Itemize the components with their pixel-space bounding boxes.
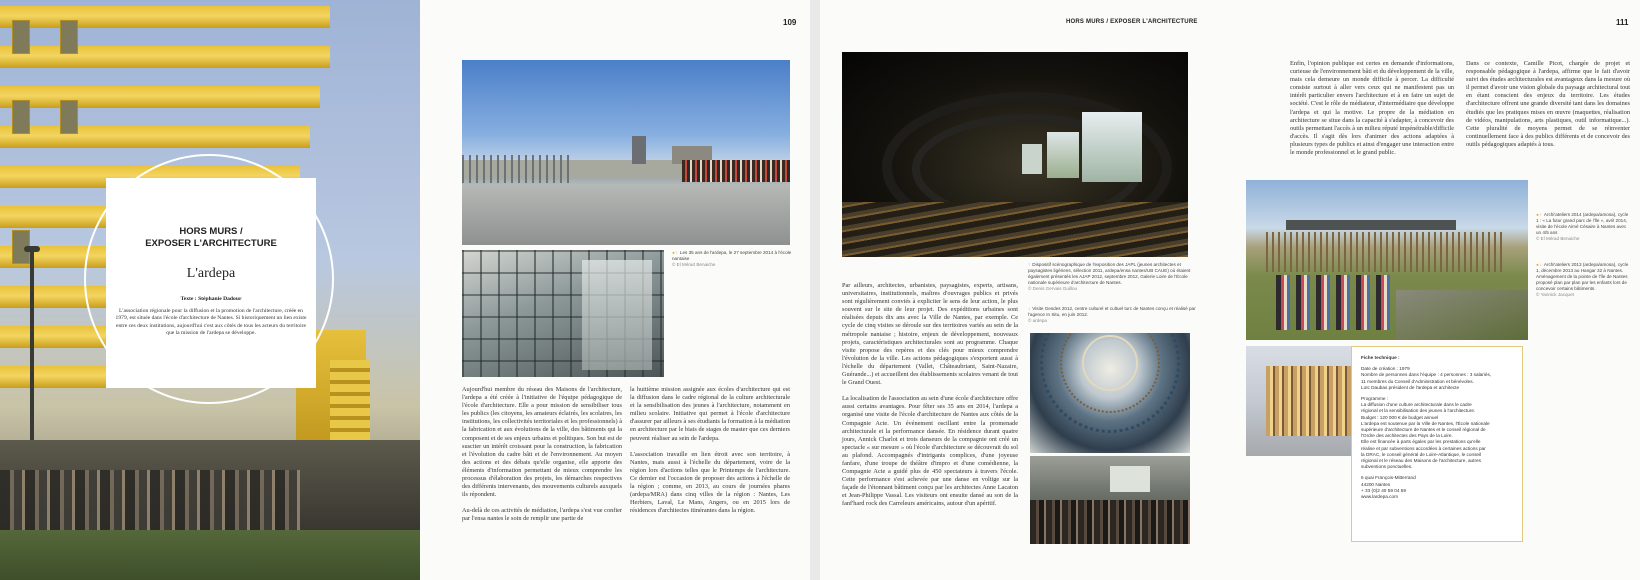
paragraph: Au-delà de ces activités de médiation, l'ardepa s'est vue confier par l'ensa nantes le soin de remplir une partie de: [462, 507, 622, 523]
paragraph: Par ailleurs, architectes, urbanistes, paysagistes, experts, artisans, universitaires, institutionnels, maîtres d'ouvrages publics et privés sont régulièrement conviés à expliciter le sens de leur action, le plus souvent sur le site de leur projet. Des expéditions urbaines sont réalisées depuis dix ans avec la Ville de Nantes, par exemple. Ce cycle de cinq visites se déroule sur des territoires variés au sein de la métropole nantaise ; histoire, enjeux de développement, nouveaux projets, caractéristiques architecturales sont au programme. Chaque visite propose des repères et des clés pour mieux comprendre l'évolution de la ville. Les actions pédagogiques s'exportent aussi à l'échelle du département (Vallet, Châteaubriant, Saint-Nazaire, Guérande...) et accueillent des établissements scolaires venant de tout le Grand Ouest.: [842, 282, 1018, 387]
caption-arrow-icon: ↓: [1028, 306, 1031, 311]
fiche-line: l'Ordre des architectes des Pays de la Loire.: [1361, 433, 1453, 439]
fiche-line: la DRAC, le conseil général de Loire-Atlantique, le conseil: [1361, 451, 1482, 457]
fiche-line: régional et la sensibilisation des jeunes à l'architecture.: [1361, 408, 1476, 414]
photo-school-atrium: [462, 250, 664, 377]
caption-dome-credit: © ardepa: [1028, 318, 1047, 323]
fiche-line: Nombre de personnes dans l'équipe : 4 personnes : 3 salariés,: [1361, 372, 1492, 378]
fiche-address: 44200 Nantes: [1361, 481, 1391, 487]
fiche-line: Elle est financée à parts égales par les prestations qu'elle: [1361, 439, 1481, 445]
fiche-phone: + 33 (0)2 40 59 04 59: [1361, 487, 1406, 493]
caption-tunnel: [1028, 262, 1198, 292]
fiche-line: 11 membres du Conseil d'Administration et bénévoles.: [1361, 378, 1474, 384]
running-head: HORS MURS / EXPOSER L'ARCHITECTURE: [1066, 19, 1198, 25]
caption-anniversary-text: Les 35 ans de l'ardepa, le 27 septembre 2014 à l'école nantaise: [672, 250, 792, 261]
caption-workshop-1-credit: © El Mérad Benaiche: [1536, 236, 1580, 241]
right-spread: [820, 0, 1640, 580]
photo-workshop-park: [1246, 180, 1528, 340]
text-column-2: [630, 386, 790, 523]
page-number-left: 109: [783, 18, 797, 27]
photo-exhibition-tunnel: [842, 52, 1188, 257]
title-byline: Texte : Stéphanie Dadour: [180, 296, 242, 302]
fiche-line: régional et le réseau des Maisons de l'architecture, autres: [1361, 458, 1481, 464]
title-heading-line2: EXPOSER L'ARCHITECTURE: [145, 238, 277, 249]
fiche-line: L'ardepa est soutenue par la Ville de Nantes, l'École nationale: [1361, 420, 1490, 426]
left-spread: [0, 0, 810, 580]
fiche-website-link[interactable]: www.lardepa.com: [1361, 494, 1398, 500]
paragraph: Dans ce contexte, Camille Picot, chargée de projet et responsable pédagogique à l'ardepa, affirme que le fait d'avoir suivi des études architecturales est avantageux dans la mesure où il permet d'avoir une vision globale du paysage architectural tout en étant conscient des enjeux du territoire. Les études d'architecture offrent une grande diversité tant dans les domaines étudiés que les pratiques mises en œuvre (maquettes, réalisation de vidéos, manipulations, arts plastiques, outil informatique...). Cette pluralité de moyens permet de se réinventer continuellement face à des publics différents et de concevoir des outils pédagogiques adaptés à tous.: [1466, 60, 1630, 148]
paragraph: Aujourd'hui membre du réseau des Maisons de l'architecture, l'ardepa a été créée à l'initiative de l'équipe pédagogique de l'école d'architecture. Elle a pour mission de sensibiliser tous les publics (les citoyens, les amateurs éclairés, les scolaires, les institutions, les collectivités territoriales et les professionnels) à la fabrication et aux évolutions de la ville, des bâtiments qui la composent et de ses enjeux urbains et politiques. Son but est de susciter un intérêt croissant pour la construction, la fabrication et l'évolution du cadre bâti et de l'environnement. Au moyen des actions et des débats qu'elle organise, elle apporte des éléments d'information permettant de mieux comprendre les processus d'élaboration des projets, les démarches respectives des différents intervenants, des mouvements culturels auxquels ils répondent.: [462, 386, 622, 499]
title-heading-line1: HORS MURS /: [179, 226, 243, 237]
fiche-technique-box: [1351, 346, 1523, 542]
fiche-line: La diffusion d'une culture architecturale dans le cadre: [1361, 402, 1472, 408]
title-card: [106, 178, 316, 388]
fiche-line: Budget : 120 000 € de budget annuel: [1361, 414, 1439, 420]
title-lead: L'association régionale pour la diffusion et la promotion de l'architecture, créée en 1979, est située dans l'école d'architecture de Nantes. Si historiquement un lien existe entre ces deux institutions, aujourd'hui c'est aux côtés de tous les acteurs du territoire que la mission de l'ardepa se développe.: [115, 308, 307, 337]
title-subtitle: L'ardepa: [186, 266, 236, 281]
paragraph: L'association travaille en lien étroit avec son territoire, à Nantes, mais aussi à l'échelle du département, voire de la région lors d'actions telles que le Printemps de l'architecture. Ce dernier est l'occasion de proposer des actions à l'échelle de la région ; comme, en 2013, au cours de journées phares (ardepa/MRA) dans cinq villes de la région : Nantes, Les Herbiers, Laval, Le Mans, Angers, ou en 2015 lors de résidences d'architectes itinérantes dans la région.: [630, 450, 790, 515]
caption-arrow-icon: ◂ ↑: [672, 250, 678, 255]
fiche-line: subventions ponctuelles.: [1361, 464, 1413, 470]
caption-anniversary: [672, 250, 792, 268]
caption-workshop-2-credit: © Yannick Jacquet: [1536, 292, 1574, 297]
caption-arrow-icon: ◂ ↓: [1536, 262, 1542, 267]
fiche-title: Fiche technique :: [1361, 355, 1400, 360]
text-column-5: [1466, 60, 1630, 157]
caption-workshop-2: [1536, 262, 1632, 298]
fiche-line: Date de création : 1979: [1361, 366, 1410, 372]
paragraph: la huitième mission assignée aux écoles d'architecture qui est la diffusion dans le cadre régional de la culture architecturale et la sensibilisation des jeunes à l'architecture, notamment en milieu scolaire. Initiative qui permet à l'école d'architecture d'assurer par ailleurs à ses étudiants la formation à la médiation en architecture par le biais de stages de master que ces derniers peuvent réaliser au sein de l'ardepa.: [630, 386, 790, 442]
photo-rooftop-gathering: [462, 60, 790, 245]
page-number-right: 111: [1616, 18, 1629, 27]
fiche-address: 6 quai François-Mitterrand: [1361, 475, 1416, 481]
paragraph: Enfin, l'opinion publique est certes en demande d'informations, curieuse de l'environnement bâti et du développement de la ville, mais cela demeure un monde difficile à percer. La difficulté consiste surtout à aller vers ceux qui ne manifestent pas un intérêt particulier envers l'architecture et à en faire un sujet de société. C'est le rôle de médiateur, d'intermédiaire que développe l'ardepa et qui la motive. Le propre de la médiation en architecture se situe dans la capacité à s'adapter, à concevoir des outils permettant l'accès à un milieu réputé impénétrable/difficile d'accès. Il s'agit dès lors d'animer des actions adaptées à plusieurs types de publics et ainsi d'engager une interaction entre le monde professionnel et le grand public.: [1290, 60, 1454, 157]
paragraph: La localisation de l'association au sein d'une école d'architecture offre aussi certains avantages. Pour fêter ses 35 ans en 2014, l'ardepa a organisé une visite de l'école d'architecture de Nantes aux côtés de la Compagnie Acte. Un événement oscillant entre la promenade architecturale et la performance dansée. En résidence durant quatre jours, Annick Charlot et trois danseurs de la compagnie ont créé un spectacle « sur mesure » où l'école d'architecture se découvrait du sol au plafond. Accompagnés d'intrigants complices, d'une joyeuse fanfare, d'une troupe de théâtre d'impro et d'une comédienne, la Compagnie Acte a guidé plus de 450 spectateurs à travers l'école. Cette performance s'est achevée par une danse en voltige sur la façade de l'étonnant bâtiment conçu par les architectes Anne Lacaton et Jean-Philippe Vassal. Les visiteurs ont ensuite dansé au son de la fanf'hard rock des Carreleurs américains, autour d'un apéritif.: [842, 395, 1018, 508]
fiche-line: supérieure d'architecture de Nantes et le conseil régional de: [1361, 427, 1486, 433]
text-column-4: [1290, 60, 1454, 165]
photo-conference-audience: [1030, 456, 1190, 544]
text-column-1: [462, 386, 622, 532]
fiche-line: réalise et par subventions accordées à certaines actions par: [1361, 445, 1486, 451]
caption-anniversary-credit: © El Mérad Benaiche: [672, 262, 716, 267]
caption-arrow-icon: ◂ ↑: [1536, 212, 1542, 217]
caption-tunnel-credit: © Denis Gervais Guillou: [1028, 286, 1078, 291]
caption-workshop-2-text: Archi'ateliers 2013 (ardepa/amosa), cycle 1, décembre 2013 au Hangar 32 à Nantes. Aménagement de la pointe de l'île de Nantes proposé plan par plan par les enfants lors de concevoir certains bâtiments.: [1536, 262, 1629, 291]
fiche-line: Loïc Daubas président de l'ardepa et architecte: [1361, 384, 1460, 390]
caption-dome: [1028, 306, 1198, 324]
caption-workshop-1-text: Archi'ateliers 2014 (ardepa/amosa), cycle 1 : « La futur grand parc de l'Île », avril 2014, visite de l'école Aimé Césaire à Nantes avec un 4/5 ans: [1536, 212, 1629, 235]
photo-dome-ceiling: [1030, 333, 1190, 453]
caption-arrow-icon: ↑: [1028, 262, 1031, 267]
caption-dome-text: Visite Gesdes 2012, centre culturel et cultuel turc de Nantes conçu et réalisé par l'agence In Situ, en juin 2012.: [1028, 306, 1196, 317]
caption-tunnel-text: Dispositif scénographique de l'exposition des JAPL (jeunes architectes et paysagistes ligériens, sélection 2011, ardepa/ensa nantes/UB CAUE) où étaient également présentés les AJAP 2012, septembre 2012, Galerie Loire de l'École nationale supérieure d'architecture de Nantes.: [1028, 262, 1191, 285]
text-column-3: [842, 282, 1018, 517]
fiche-line: Programme :: [1361, 396, 1389, 402]
caption-workshop-1: [1536, 212, 1632, 242]
